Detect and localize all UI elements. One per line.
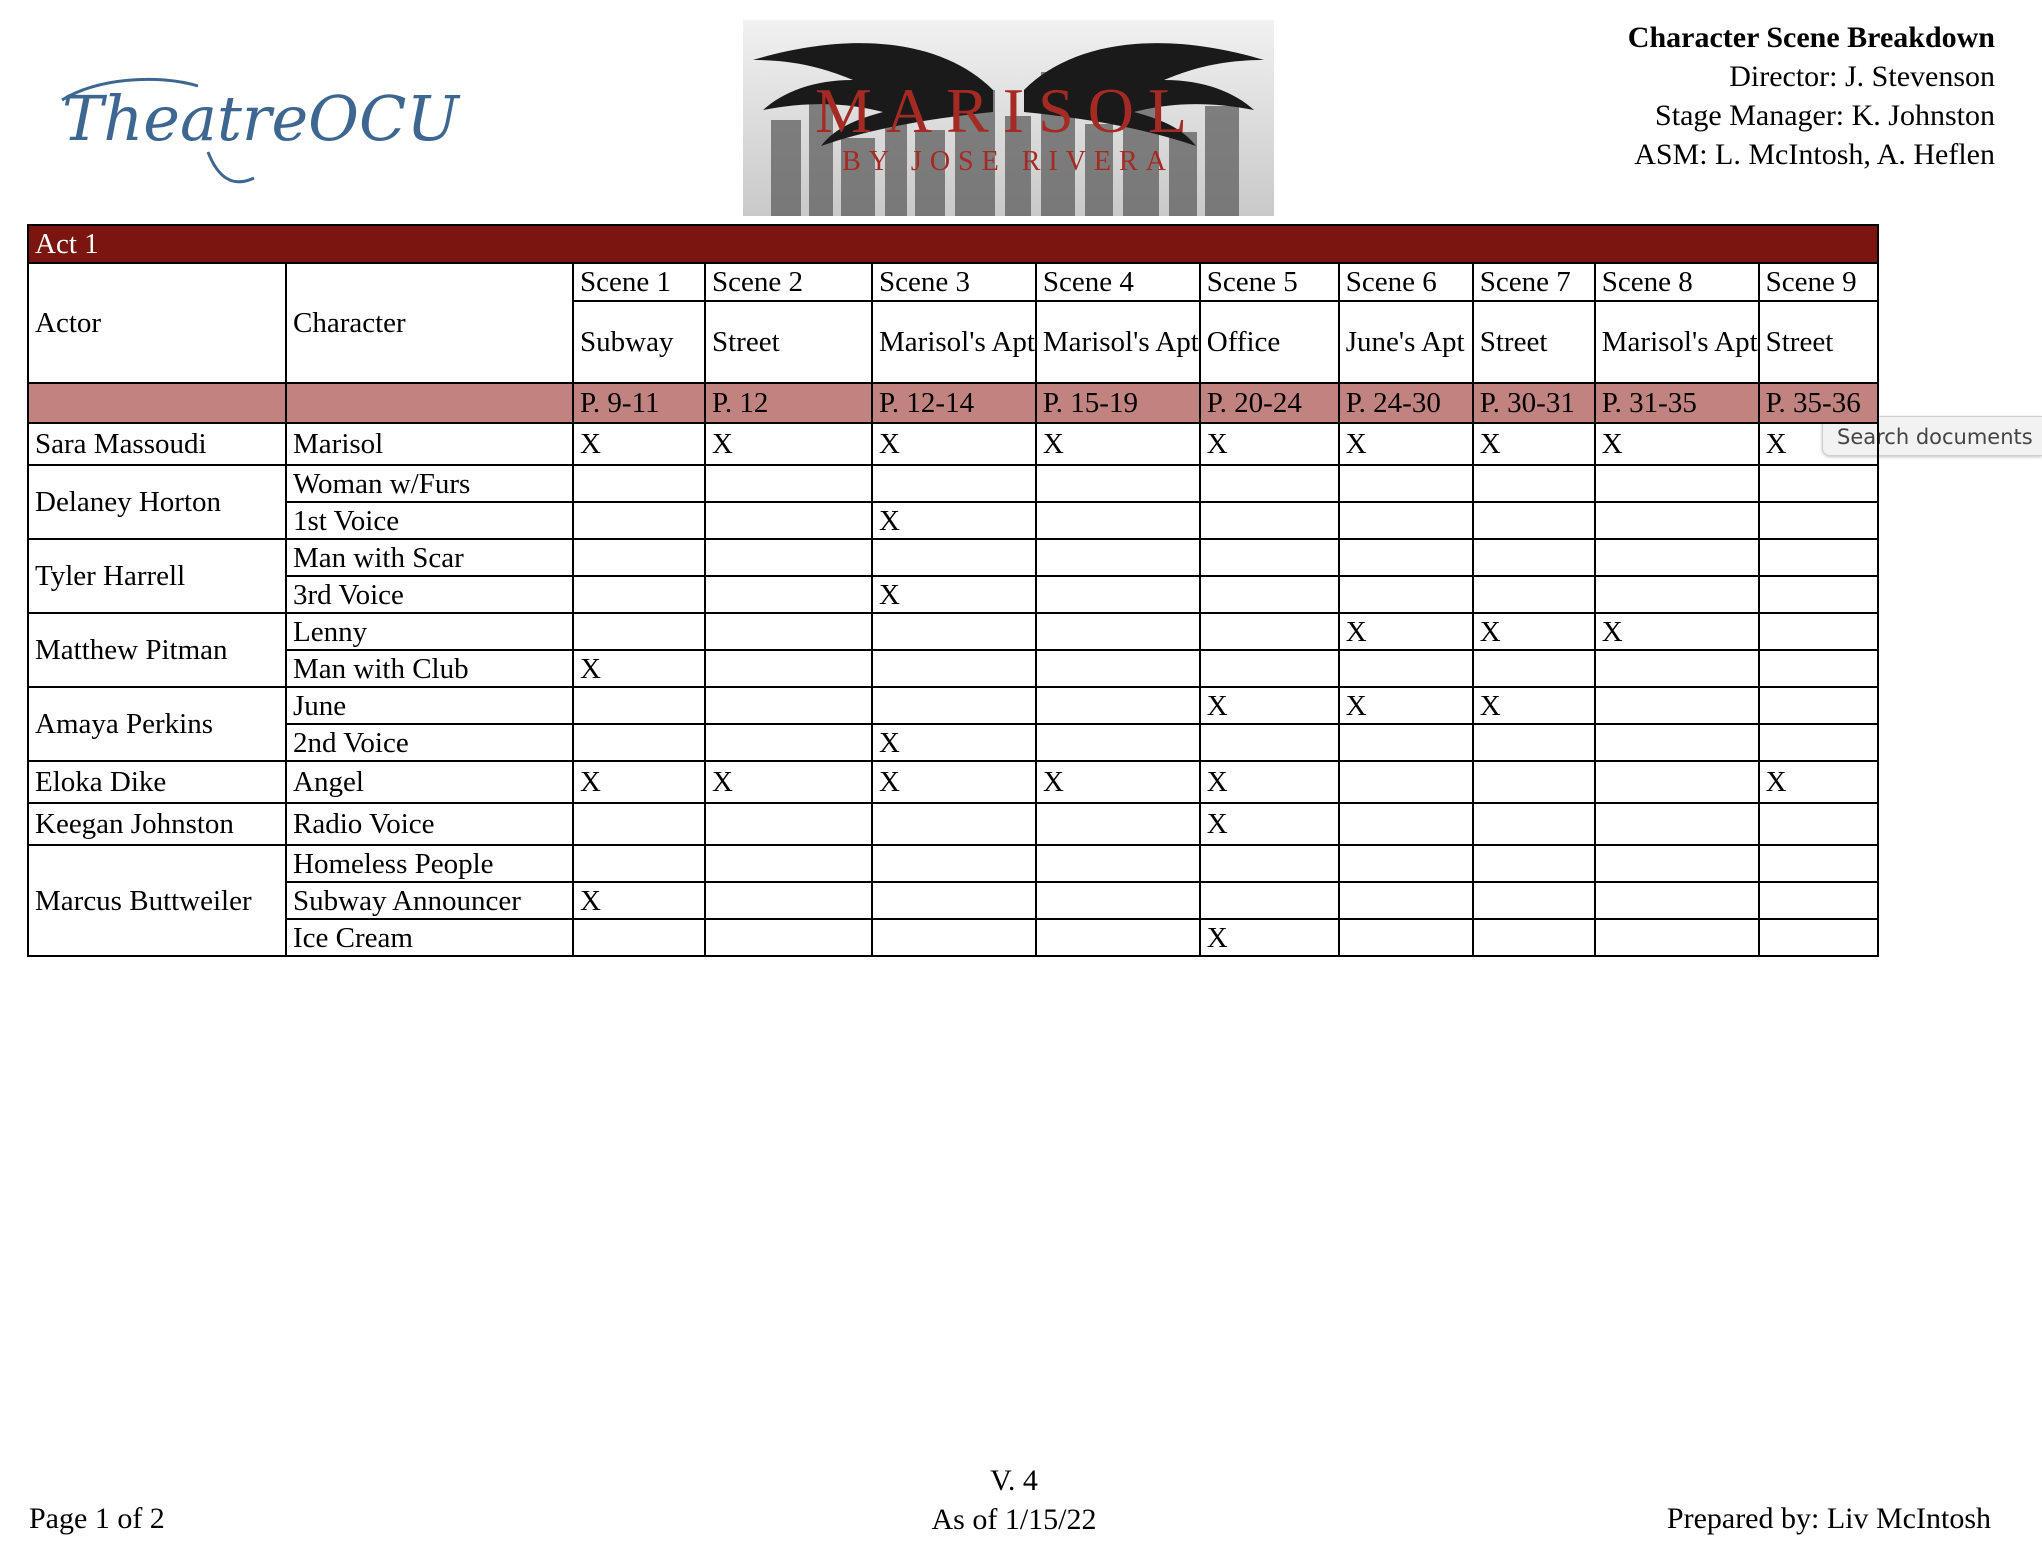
scene-appearance-mark: [1473, 882, 1595, 919]
table-row: [28, 803, 1878, 845]
table-row: [28, 650, 1878, 687]
table-row: [28, 502, 1878, 539]
table-row: [28, 613, 1878, 650]
character-name: 3rd Voice: [286, 576, 573, 613]
scene-appearance-mark: X: [1200, 803, 1339, 845]
scene-appearance-mark: X: [1036, 761, 1200, 803]
page-indicator: Page 1 of 2: [29, 1502, 165, 1535]
scene-appearance-mark: [1759, 650, 1878, 687]
actor-name: Tyler Harrell: [28, 539, 286, 613]
banner-title: MARISOL: [814, 75, 1202, 146]
scene-appearance-mark: [872, 882, 1036, 919]
scene-appearance-mark: [1759, 803, 1878, 845]
scene-appearance-mark: [705, 539, 872, 576]
actor-name: Keegan Johnston: [28, 803, 286, 845]
scene-appearance-mark: [1339, 465, 1473, 502]
scene-appearance-mark: [1036, 803, 1200, 845]
scene-appearance-mark: [573, 576, 705, 613]
table-row: [28, 465, 1878, 502]
scene-appearance-mark: [1036, 539, 1200, 576]
scene-appearance-mark: [1339, 882, 1473, 919]
asm-line: ASM: L. McIntosh, A. Heflen: [1634, 138, 1995, 171]
scene-appearance-mark: [705, 845, 872, 882]
actor-name: Matthew Pitman: [28, 613, 286, 687]
version-label: V. 4: [990, 1464, 1038, 1497]
scene-appearance-mark: X: [1200, 687, 1339, 724]
scene-appearance-mark: [1759, 687, 1878, 724]
scene-appearance-mark: [872, 613, 1036, 650]
act-label: Act 1: [28, 225, 1878, 263]
scene-appearance-mark: [1036, 919, 1200, 956]
scene-appearance-mark: [705, 724, 872, 761]
stage-manager-line: Stage Manager: K. Johnston: [1655, 99, 1995, 132]
scene-appearance-mark: [705, 502, 872, 539]
scene-appearance-mark: [1595, 919, 1759, 956]
scene-appearance-mark: [1339, 502, 1473, 539]
scene-appearance-mark: [1759, 576, 1878, 613]
scene-header: Scene 2: [705, 263, 872, 301]
character-name: Woman w/Furs: [286, 465, 573, 502]
scene-appearance-mark: [573, 613, 705, 650]
character-name: Angel: [286, 761, 573, 803]
actor-name: Delaney Horton: [28, 465, 286, 539]
scene-appearance-mark: [1473, 539, 1595, 576]
scene-appearance-mark: X: [1200, 919, 1339, 956]
scene-location: Office: [1200, 301, 1339, 383]
document-title: Character Scene Breakdown: [1627, 21, 1995, 54]
scene-header: Scene 9: [1759, 263, 1878, 301]
scene-appearance-mark: [1339, 724, 1473, 761]
scene-appearance-mark: [872, 919, 1036, 956]
as-of-date: As of 1/15/22: [931, 1503, 1097, 1536]
scene-appearance-mark: X: [1200, 761, 1339, 803]
scene-appearance-mark: [573, 919, 705, 956]
scene-appearance-mark: X: [573, 650, 705, 687]
scene-header: Scene 4: [1036, 263, 1200, 301]
scene-appearance-mark: X: [1036, 423, 1200, 465]
scene-breakdown-table: [27, 224, 1879, 957]
character-name: Homeless People: [286, 845, 573, 882]
scene-pages: P. 31-35: [1595, 383, 1759, 423]
actor-column-header: Actor: [28, 263, 286, 383]
scene-appearance-mark: [1759, 539, 1878, 576]
logo-text: TheatreOCU: [62, 82, 459, 155]
scene-appearance-mark: [1339, 761, 1473, 803]
scene-appearance-mark: [1473, 919, 1595, 956]
scene-appearance-mark: [1200, 539, 1339, 576]
scene-appearance-mark: [1200, 576, 1339, 613]
scene-appearance-mark: X: [1473, 423, 1595, 465]
scene-appearance-mark: [705, 576, 872, 613]
scene-appearance-mark: [705, 613, 872, 650]
scene-appearance-mark: [1473, 761, 1595, 803]
table-row: [28, 423, 1878, 465]
scene-pages: P. 24-30: [1339, 383, 1473, 423]
scene-appearance-mark: X: [705, 761, 872, 803]
scene-location: Street: [1473, 301, 1595, 383]
scene-location: Street: [705, 301, 872, 383]
scene-appearance-mark: [1473, 650, 1595, 687]
scene-appearance-mark: [1339, 919, 1473, 956]
scene-appearance-mark: [1759, 919, 1878, 956]
scene-location: June's Apt: [1339, 301, 1473, 383]
scene-appearance-mark: [1036, 687, 1200, 724]
character-name: Lenny: [286, 613, 573, 650]
table-row: [28, 882, 1878, 919]
scene-pages: P. 12: [705, 383, 872, 423]
scene-appearance-mark: [1595, 465, 1759, 502]
table-row: [28, 845, 1878, 882]
scene-appearance-mark: [705, 687, 872, 724]
scene-appearance-mark: [573, 502, 705, 539]
scene-appearance-mark: [1473, 803, 1595, 845]
scene-appearance-mark: [573, 724, 705, 761]
director-line: Director: J. Stevenson: [1729, 60, 1995, 93]
prepared-by: Prepared by: Liv McIntosh: [1666, 1502, 1991, 1535]
actor-name: Sara Massoudi: [28, 423, 286, 465]
scene-appearance-mark: [1595, 502, 1759, 539]
scene-pages: P. 20-24: [1200, 383, 1339, 423]
scene-appearance-mark: [1595, 803, 1759, 845]
scene-appearance-mark: X: [1339, 613, 1473, 650]
scene-appearance-mark: [1473, 724, 1595, 761]
theatre-ocu-logo: [58, 60, 459, 200]
scene-appearance-mark: [1200, 845, 1339, 882]
character-name: Marisol: [286, 423, 573, 465]
character-name: Man with Scar: [286, 539, 573, 576]
character-name: June: [286, 687, 573, 724]
scene-appearance-mark: X: [872, 761, 1036, 803]
scene-appearance-mark: [1595, 539, 1759, 576]
scene-appearance-mark: [705, 803, 872, 845]
scene-appearance-mark: [1339, 539, 1473, 576]
scene-appearance-mark: [573, 465, 705, 502]
scene-appearance-mark: [1595, 650, 1759, 687]
scene-appearance-mark: [1759, 845, 1878, 882]
scene-appearance-mark: [1036, 613, 1200, 650]
scene-appearance-mark: [1036, 576, 1200, 613]
scene-pages: P. 15-19: [1036, 383, 1200, 423]
scene-appearance-mark: X: [1595, 423, 1759, 465]
table-row: [28, 539, 1878, 576]
table-row: [28, 687, 1878, 724]
table-row: [28, 576, 1878, 613]
scene-appearance-mark: [1036, 502, 1200, 539]
pages-row-blank: [28, 383, 286, 423]
scene-appearance-mark: [1595, 576, 1759, 613]
character-name: Ice Cream: [286, 919, 573, 956]
scene-appearance-mark: X: [1595, 613, 1759, 650]
scene-appearance-mark: X: [872, 502, 1036, 539]
scene-appearance-mark: [705, 465, 872, 502]
scene-appearance-mark: [1200, 724, 1339, 761]
scene-appearance-mark: X: [1759, 423, 1878, 465]
character-name: 1st Voice: [286, 502, 573, 539]
character-name: 2nd Voice: [286, 724, 573, 761]
character-name: Subway Announcer: [286, 882, 573, 919]
scene-appearance-mark: [1759, 465, 1878, 502]
scene-appearance-mark: [1200, 613, 1339, 650]
scene-pages: P. 9-11: [573, 383, 705, 423]
scene-appearance-mark: [573, 539, 705, 576]
scene-appearance-mark: [1200, 650, 1339, 687]
table-row: [28, 919, 1878, 956]
marisol-banner-image: [743, 20, 1274, 216]
scene-appearance-mark: [1036, 724, 1200, 761]
scene-appearance-mark: [1339, 803, 1473, 845]
scene-appearance-mark: [1036, 650, 1200, 687]
scene-appearance-mark: X: [1759, 761, 1878, 803]
actor-name: Marcus Buttweiler: [28, 845, 286, 956]
scene-pages: P. 12-14: [872, 383, 1036, 423]
scene-appearance-mark: [573, 803, 705, 845]
scene-appearance-mark: [872, 845, 1036, 882]
scene-header: Scene 8: [1595, 263, 1759, 301]
character-name: Radio Voice: [286, 803, 573, 845]
scene-appearance-mark: X: [1339, 687, 1473, 724]
scene-appearance-mark: [1759, 502, 1878, 539]
scene-appearance-mark: [1200, 465, 1339, 502]
scene-appearance-mark: [1473, 502, 1595, 539]
scene-appearance-mark: [1339, 650, 1473, 687]
scene-header: Scene 5: [1200, 263, 1339, 301]
scene-appearance-mark: [872, 539, 1036, 576]
table-row: [28, 761, 1878, 803]
scene-header: Scene 1: [573, 263, 705, 301]
scene-header: Scene 7: [1473, 263, 1595, 301]
scene-appearance-mark: [573, 845, 705, 882]
scene-appearance-mark: [872, 803, 1036, 845]
actor-name: Amaya Perkins: [28, 687, 286, 761]
scene-location: Marisol's Apt: [872, 301, 1036, 383]
scene-appearance-mark: X: [573, 423, 705, 465]
scene-appearance-mark: X: [872, 423, 1036, 465]
actor-name: Eloka Dike: [28, 761, 286, 803]
scene-appearance-mark: X: [1200, 423, 1339, 465]
scene-appearance-mark: [1473, 845, 1595, 882]
scene-appearance-mark: [872, 650, 1036, 687]
scene-appearance-mark: [1473, 576, 1595, 613]
scene-appearance-mark: [1595, 882, 1759, 919]
scene-appearance-mark: [1339, 845, 1473, 882]
scene-location: Marisol's Apt: [1595, 301, 1759, 383]
scene-appearance-mark: [1759, 882, 1878, 919]
scene-pages: P. 35-36: [1759, 383, 1878, 423]
scene-appearance-mark: [1595, 687, 1759, 724]
scene-header: Scene 3: [872, 263, 1036, 301]
table-body: [28, 423, 1878, 956]
search-documents-tab[interactable]: Search documents: [1822, 416, 2042, 456]
scene-appearance-mark: [1759, 724, 1878, 761]
scene-appearance-mark: X: [705, 423, 872, 465]
scene-appearance-mark: [1595, 761, 1759, 803]
scene-appearance-mark: X: [872, 724, 1036, 761]
scene-appearance-mark: X: [872, 576, 1036, 613]
scene-location: Subway: [573, 301, 705, 383]
scene-appearance-mark: X: [573, 761, 705, 803]
pages-row-blank: [286, 383, 573, 423]
scene-appearance-mark: [872, 465, 1036, 502]
scene-appearance-mark: [1036, 845, 1200, 882]
scene-appearance-mark: [1595, 845, 1759, 882]
scene-header: Scene 6: [1339, 263, 1473, 301]
scene-appearance-mark: [1200, 502, 1339, 539]
banner-subtitle: BY JOSE RIVERA: [842, 146, 1174, 177]
scene-appearance-mark: [705, 919, 872, 956]
scene-appearance-mark: [1036, 882, 1200, 919]
scene-appearance-mark: [1595, 724, 1759, 761]
scene-appearance-mark: [1200, 882, 1339, 919]
scene-appearance-mark: [705, 650, 872, 687]
scene-appearance-mark: [872, 687, 1036, 724]
scene-location: Marisol's Apt: [1036, 301, 1200, 383]
scene-appearance-mark: [573, 687, 705, 724]
scene-appearance-mark: [1759, 613, 1878, 650]
scene-appearance-mark: [705, 882, 872, 919]
scene-appearance-mark: X: [573, 882, 705, 919]
scene-appearance-mark: [1339, 576, 1473, 613]
scene-appearance-mark: X: [1473, 613, 1595, 650]
header-info: [1628, 18, 1995, 174]
character-column-header: Character: [286, 263, 573, 383]
scene-appearance-mark: X: [1473, 687, 1595, 724]
scene-appearance-mark: X: [1339, 423, 1473, 465]
scene-appearance-mark: [1473, 465, 1595, 502]
scene-pages: P. 30-31: [1473, 383, 1595, 423]
scene-location: Street: [1759, 301, 1878, 383]
table-row: [28, 724, 1878, 761]
character-name: Man with Club: [286, 650, 573, 687]
scene-appearance-mark: [1036, 465, 1200, 502]
